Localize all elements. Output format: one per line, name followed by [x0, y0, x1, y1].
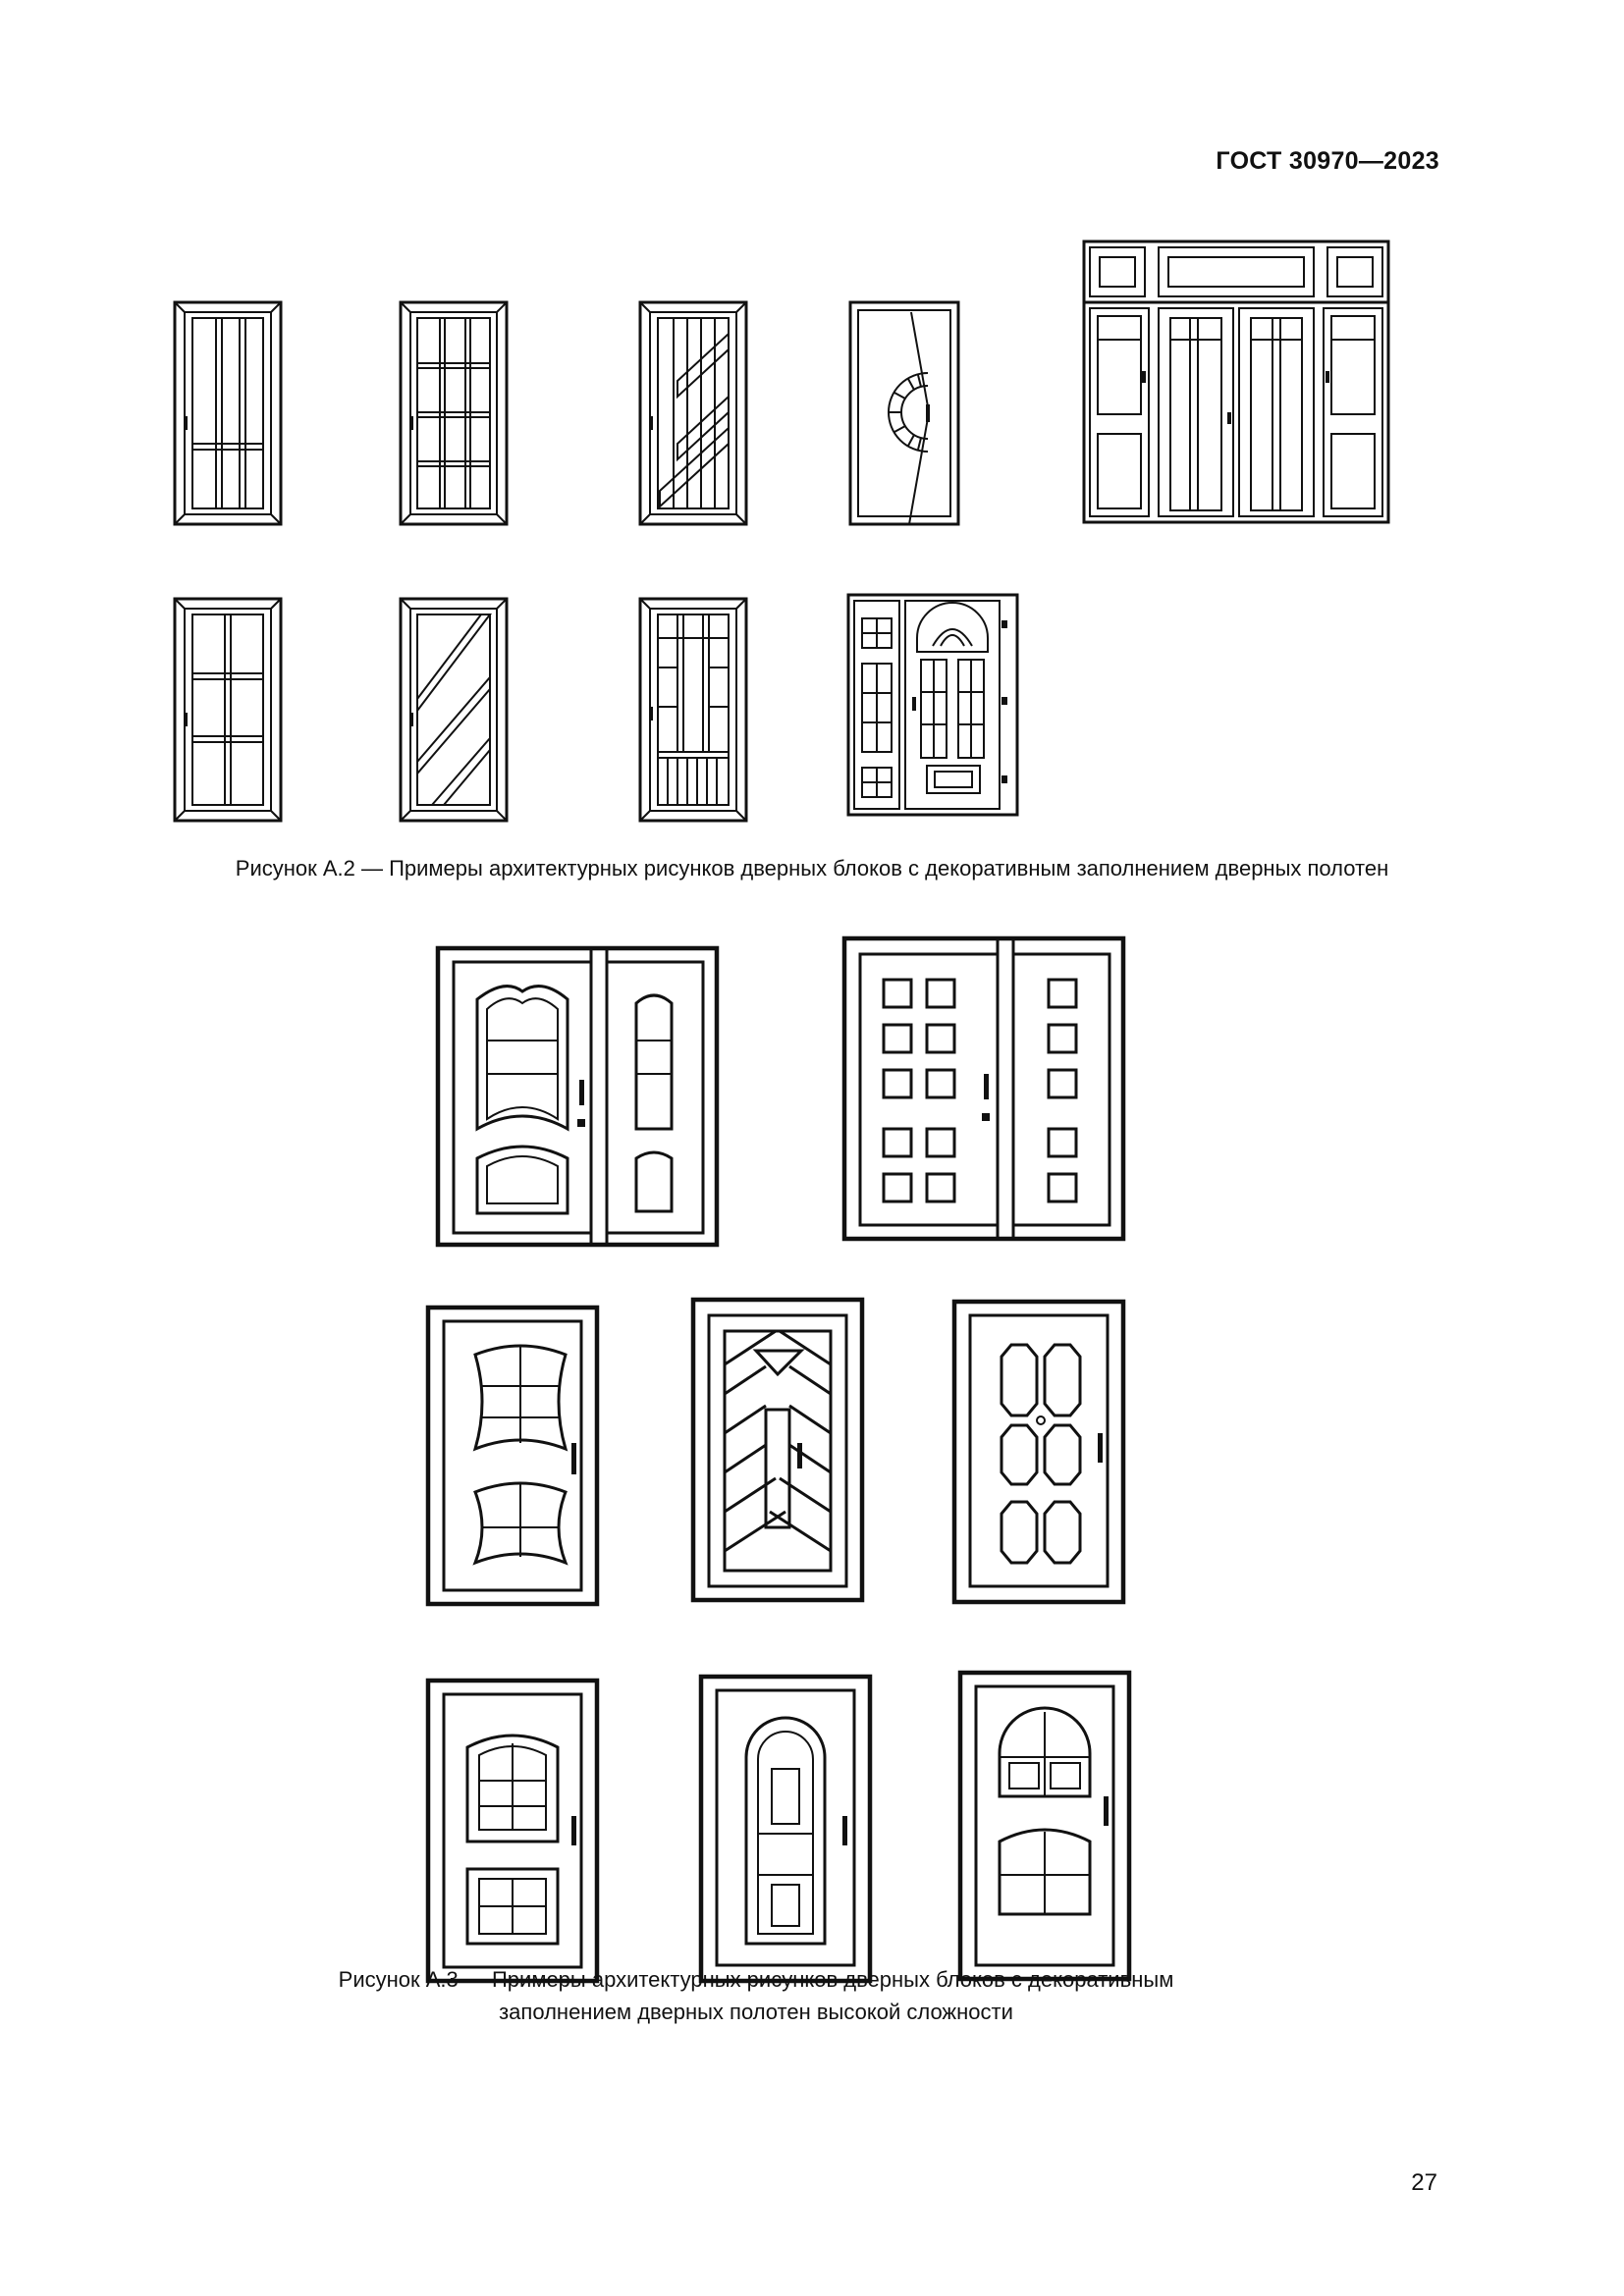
door-drawing	[401, 599, 507, 821]
door-drawing	[428, 1681, 597, 1981]
door-drawing	[954, 1302, 1123, 1602]
door-drawing	[401, 302, 507, 524]
door-drawing	[428, 1308, 597, 1604]
door-drawing	[848, 595, 1017, 815]
figure-a2-caption: Рисунок А.2 — Примеры архитектурных рисунков дверных блоков с декоративным заполнением дверных полотен	[235, 856, 1389, 881]
door-drawing	[175, 302, 281, 524]
door-drawing	[640, 302, 746, 524]
door-drawing	[960, 1673, 1129, 1979]
door-drawing	[844, 938, 1123, 1239]
door-drawing	[850, 302, 958, 524]
door-drawing	[438, 948, 717, 1245]
document-header: ГОСТ 30970—2023	[1216, 147, 1439, 175]
door-drawing	[693, 1300, 862, 1600]
door-drawing	[1084, 241, 1388, 522]
door-drawing	[640, 599, 746, 821]
figure-a3-caption-line2: заполнением дверных полотен высокой сложности	[499, 2000, 1013, 2024]
figure-a3-caption-line1: Рисунок А.3 — Примеры архитектурных рисунков дверных блоков с декоративным	[338, 1967, 1174, 1992]
door-drawing	[701, 1677, 870, 1981]
figure-a3-caption	[226, 1963, 1286, 2028]
door-drawing	[175, 599, 281, 821]
figure-a2-drawings	[0, 0, 1624, 844]
page-number: 27	[1411, 2169, 1437, 2196]
